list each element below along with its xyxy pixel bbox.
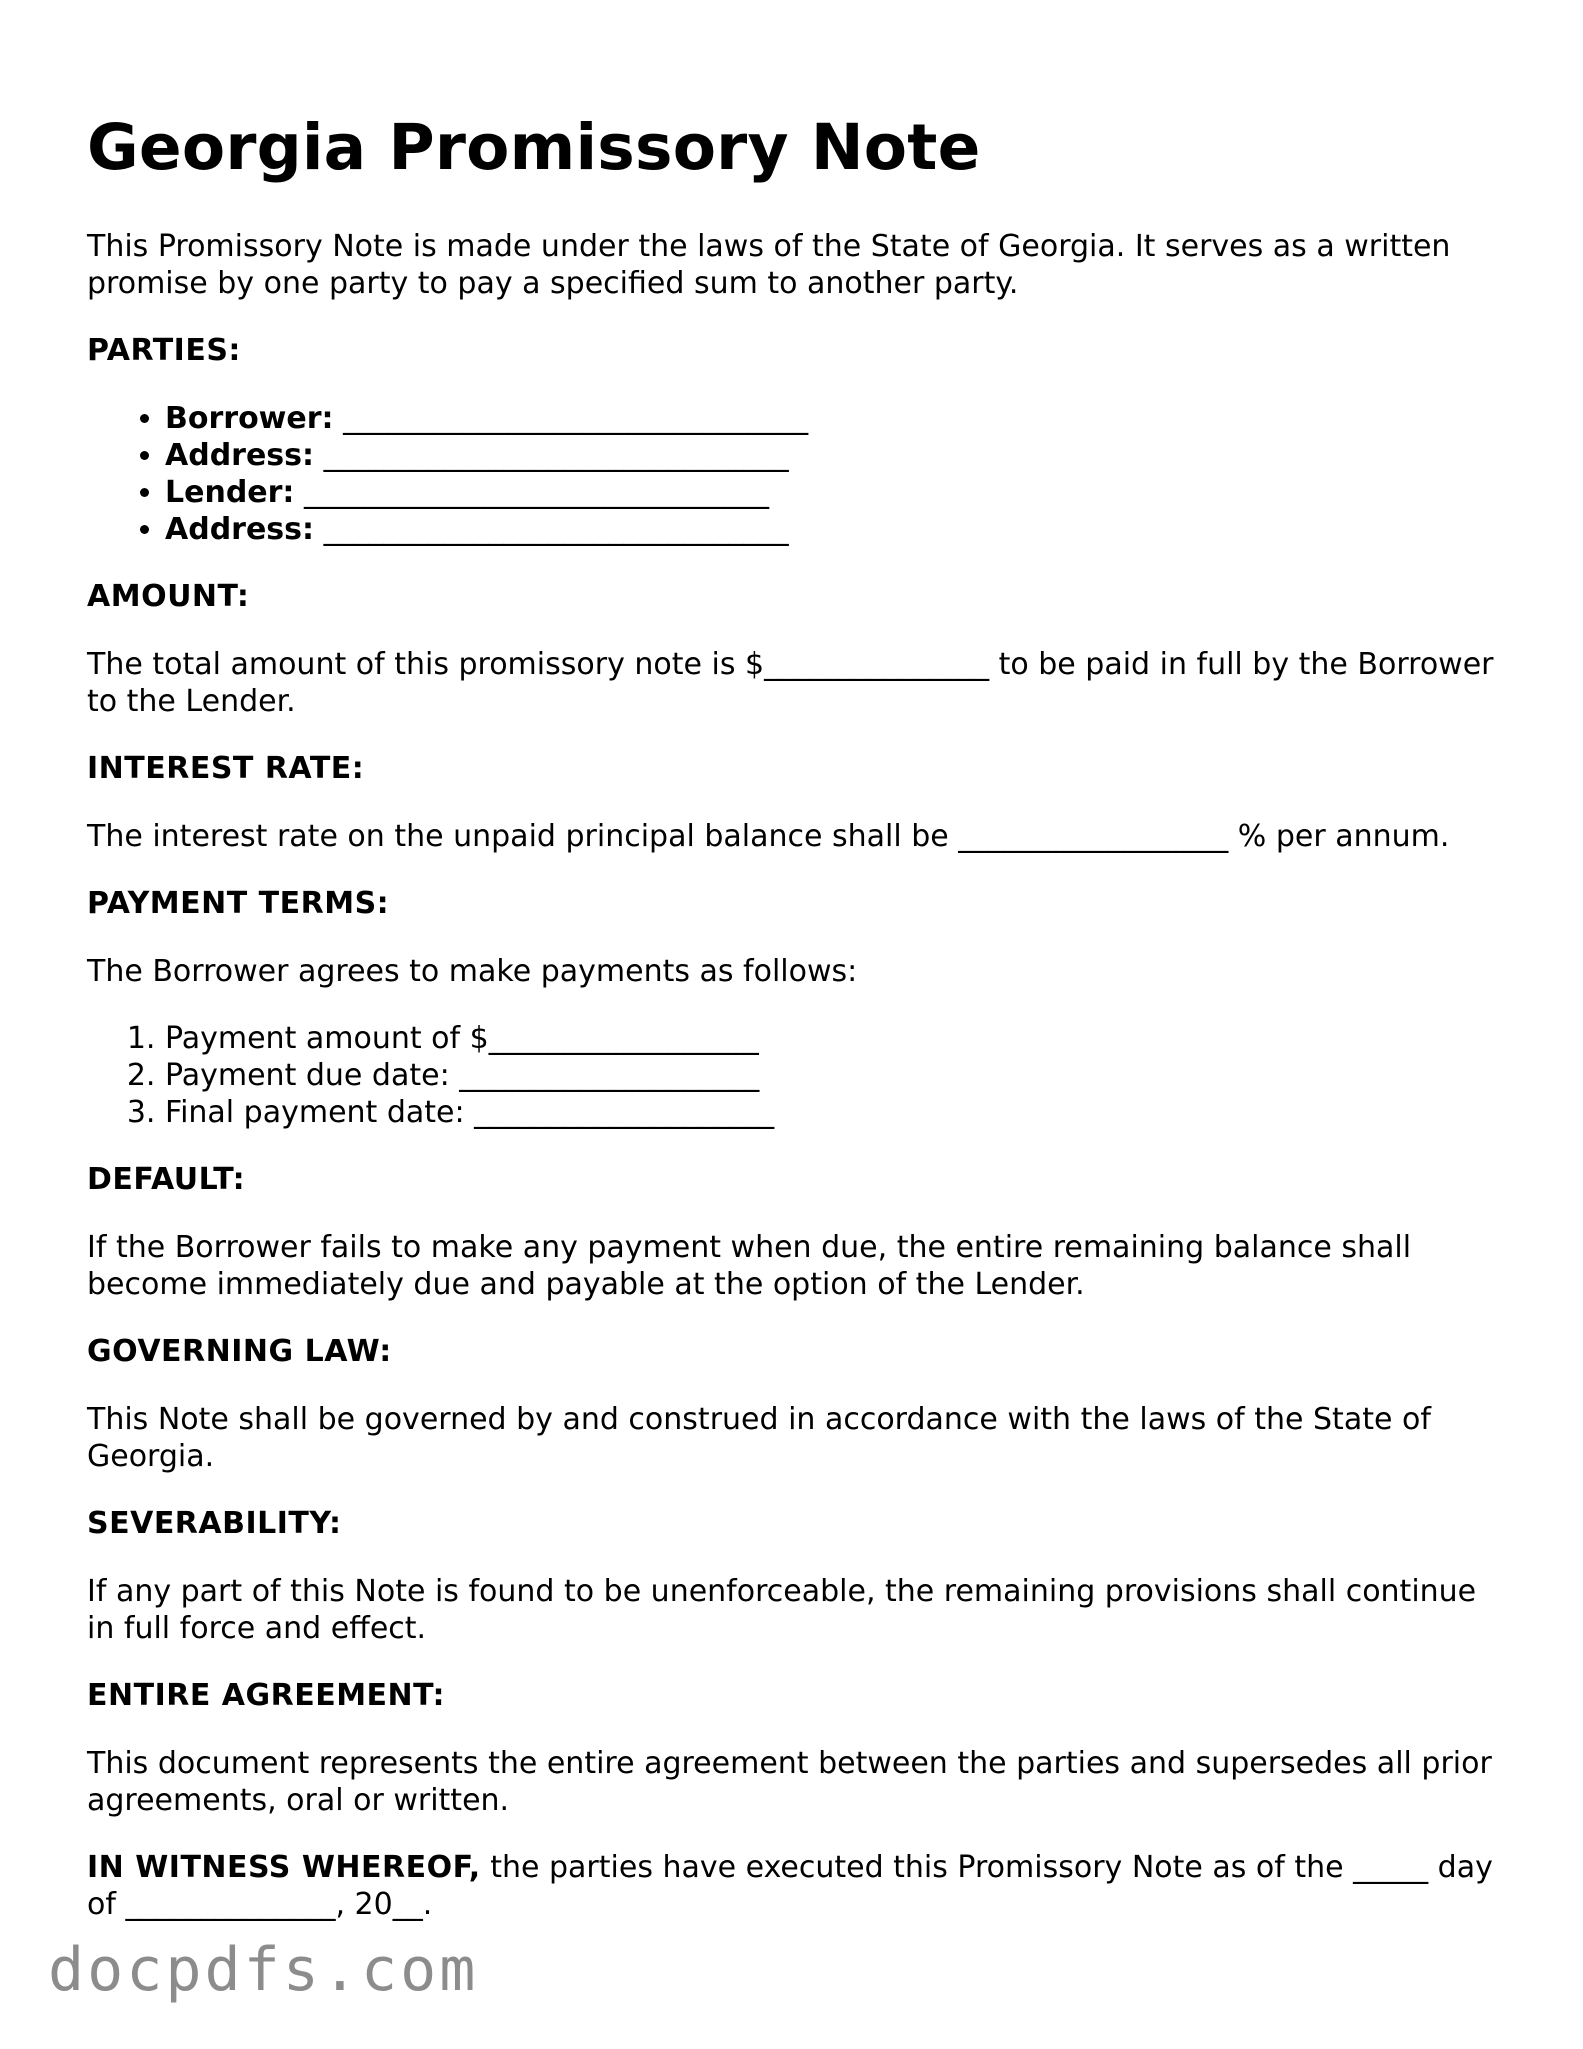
watermark-logo: docpdfs.com [48, 1935, 479, 2005]
severability-paragraph: If any part of this Note is found to be unenforceable, the remaining provisions shall continue in full force and effect. [87, 1574, 1477, 1646]
parties-heading: PARTIES: [87, 333, 241, 368]
default-heading: DEFAULT: [87, 1162, 246, 1197]
party-label: Address: [165, 512, 315, 547]
default-paragraph: If the Borrower fails to make any payment when due, the entire remaining balance shall become immediately due and payable at the option of the Lender. [87, 1230, 1412, 1302]
party-blank: _______________________________ [303, 475, 769, 510]
party-borrower-address [165, 437, 1507, 474]
party-blank: _______________________________ [343, 401, 809, 436]
party-label: Borrower: [165, 401, 334, 436]
governing-law-paragraph: This Note shall be governed by and construed in accordance with the laws of the State of Georgia. [87, 1402, 1431, 1474]
party-lender [165, 474, 1507, 511]
party-blank: _______________________________ [323, 438, 789, 473]
amount-paragraph: The total amount of this promissory note is $_______________ to be paid in full by the Borrower to the Lender. [87, 647, 1494, 719]
document-title: Georgia Promissory Note [87, 111, 981, 184]
governing-law-heading: GOVERNING LAW: [87, 1334, 392, 1369]
payment-term-item: 2. Payment due date: ____________________ [165, 1057, 1507, 1094]
party-label: Lender: [165, 475, 295, 510]
payment-terms-list [87, 1020, 1507, 1131]
party-label: Address: [165, 438, 315, 473]
payment-terms-paragraph: The Borrower agrees to make payments as follows: [87, 954, 858, 989]
parties-list [87, 400, 1507, 548]
party-lender-address [165, 511, 1507, 548]
entire-agreement-heading: ENTIRE AGREEMENT: [87, 1678, 445, 1713]
entire-agreement-paragraph: This document represents the entire agreement between the parties and supersedes all prior agreements, oral or written. [87, 1746, 1492, 1818]
amount-heading: AMOUNT: [87, 579, 250, 614]
document-page [87, 108, 1507, 1953]
witness-paragraph [87, 1849, 1507, 1923]
interest-heading: INTEREST RATE: [87, 751, 365, 786]
intro-paragraph: This Promissory Note is made under the laws of the State of Georgia. It serves as a written promise by one party to pay a specified sum to another party. [87, 229, 1451, 301]
party-blank: _______________________________ [323, 512, 789, 547]
interest-paragraph: The interest rate on the unpaid principal balance shall be __________________ % per annum. [87, 819, 1450, 854]
witness-text: the parties have executed this Promissory Note as of the _____ day of ______________, 20__. [87, 1850, 1493, 1922]
witness-lead: IN WITNESS WHEREOF, [87, 1850, 481, 1885]
payment-term-item: 1. Payment amount of $__________________ [165, 1020, 1507, 1057]
party-borrower [165, 400, 1507, 437]
payment-terms-heading: PAYMENT TERMS: [87, 886, 390, 921]
payment-term-item: 3. Final payment date: ____________________ [165, 1094, 1507, 1131]
severability-heading: SEVERABILITY: [87, 1506, 342, 1541]
